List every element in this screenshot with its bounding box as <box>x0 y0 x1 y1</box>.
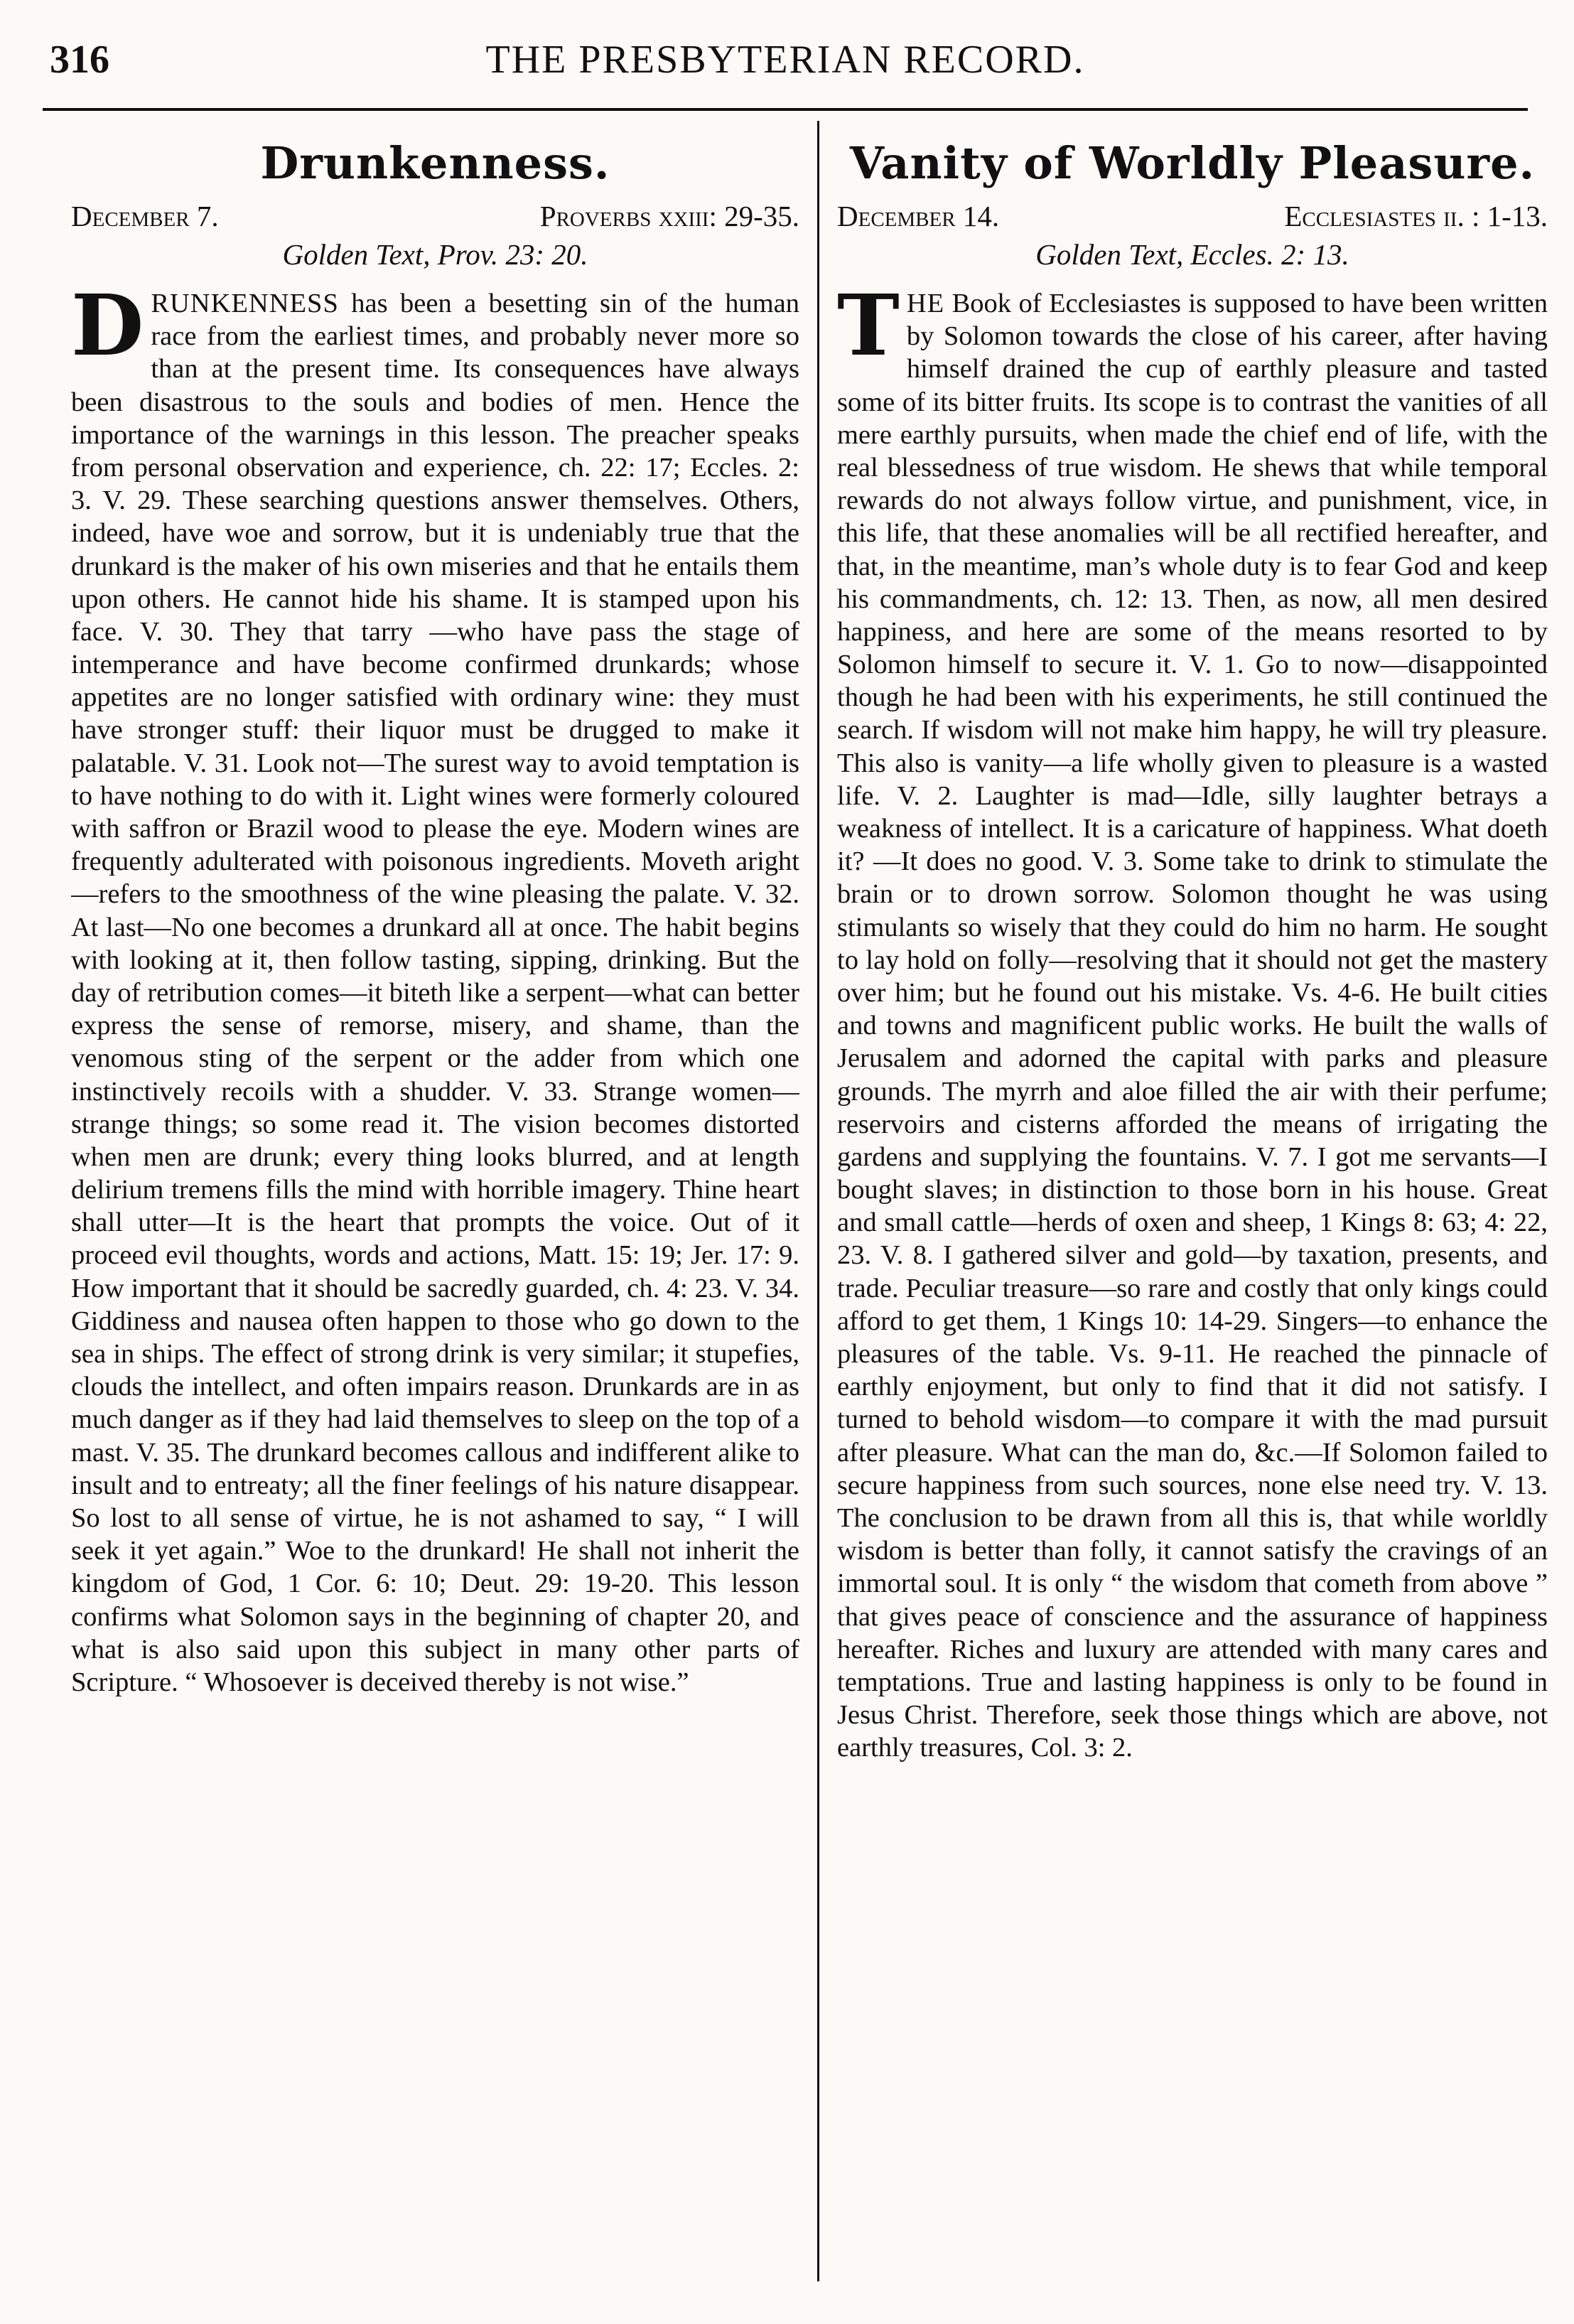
scripture-reference: Proverbs xxiii: 29-35. <box>539 200 799 232</box>
page-number: 316 <box>50 38 109 82</box>
lesson-body <box>71 276 799 1699</box>
lesson-text: Book of Ecclesiastes is supposed to have been written by Solomon towards the close of his career, after having himself drained the cup of earthly pleasure and tasted some of its bitter fruits. Its scope is to contrast the vanities of all mere earthly pursuits, when made the chief end of life, with the real blessedness of true wisdom. He shews that while temporal rewards do not always follow virtue, and punishment, vice, in this life, that these anomalies will be all rectified hereafter, and that, in the meantime, man’s whole duty is to fear God and keep his commandments, ch. 12: 13. Then, as now, all men desired happiness, and here are some of the means resorted to by Solomon himself to secure it. V. 1. Go to now—disappointed though he had been with his experiments, he still continued the search. If wisdom will not make him happy, he will try pleasure. This also is vanity—a life wholly given to pleasure is a wasted life. V. 2. Laughter is mad—Idle, silly laughter betrays a weakness of intellect. It is a caricature of happiness. What doeth it? —It does no good. V. 3. Some take to drink to stimulate the brain or to drown sorrow. Solomon thought he was using stimulants so wisely that they could do him no harm. He sought to lay hold on folly—resolving that it should not get the mastery over him; but he found out his mistake. Vs. 4-6. He built cities and towns and magnificent public works. He built the walls of Jerusalem and adorned the capital with parks and pleasure grounds. The myrrh and aloe filled the air with their perfume; reservoirs and cisterns afforded the means of irrigating the gardens and supplying the fountains. V. 7. I got me servants—I bought slaves; in distinction to those born in his house. Great and small cattle—herds of oxen and sheep, 1 Kings 8: 63; 4: 22, 23. V. 8. I gathered silver and gold—by taxation, presents, and trade. Peculiar treasure—so rare and costly that only kings could afford to get them, 1 Kings 10: 14-29. Singers—to enhance the pleasures of the table. Vs. 9-11. He reached the pinnacle of earthly enjoyment, but only to find that it did not satisfy. I turned to behold wisdom—to compare it with the mad pursuit after pleasure. What can the man do, &c.—If Solomon failed to secure happiness from such sources, none else need try. V. 13. The conclusion to be drawn from all this is, that while worldly wisdom is better than folly, it cannot satisfy the cravings of an immortal soul. It is only “ the wisdom that cometh from above ” that gives peace of conscience and the assurance of happiness hereafter. Riches and luxury are attended with many cares and temptations. True and lasting happiness is only to be found in Jesus Christ. Therefore, seek those things which are above, not earthly treasures, Col. 3: 2. <box>837 289 1548 1763</box>
running-title: THE PRESBYTERIAN RECORD. <box>485 38 1085 82</box>
lesson-title: Drunkenness. <box>260 137 610 189</box>
scripture-reference: Ecclesiastes ii. : 1-13. <box>1284 200 1548 232</box>
lesson-reference-line <box>837 199 1548 233</box>
lesson-vanity-of-worldly-pleasure <box>837 131 1548 2299</box>
golden-text: Golden Text, Eccles. 2: 13. <box>1035 238 1349 271</box>
lead-word: RUNKENNESS <box>151 289 339 318</box>
lesson-reference-line <box>71 199 799 233</box>
lesson-text: has been a besetting sin of the human race from the earliest times, and probably never more so than at the present time. Its consequences have always been disastrous to the souls and bodies of men. Hence the importance of the warnings in this lesson. The preacher speaks from personal observation and experience, ch. 22: 17; Eccles. 2: 3. V. 29. These searching questions answer themselves. Others, indeed, have woe and sorrow, but it is undeniably true that the drunkard is the maker of his own miseries and that he entails them upon others. He cannot hide his shame. It is stamped upon his face. V. 30. They that tarry —who have pass the stage of intemperance and have become confirmed drunkards; whose appetites are no longer satisfied with ordinary wine: they must have stronger stuff: their liquor must be drugged to make it palatable. V. 31. Look not—The surest way to avoid temptation is to have nothing to do with it. Light wines were formerly coloured with saffron or Brazil wood to please the eye. Modern wines are frequently adulterated with poisonous ingredients. Moveth aright—refers to the smoothness of the wine pleasing the palate. V. 32. At last—No one becomes a drunkard all at once. The habit begins with looking at it, then follow tasting, sipping, drinking. But the day of retribution comes—it biteth like a serpent—what can better express the sense of remorse, misery, and shame, than the venomous sting of the serpent or the adder from which one instinctively recoils with a shudder. V. 33. Strange women—strange things; so some read it. The vision becomes distorted when men are drunk; every thing looks blurred, and at length delirium tremens fills the mind with horrible imagery. Thine heart shall utter—It is the heart that prompts the voice. Out of it proceed evil thoughts, words and actions, Matt. 15: 19; Jer. 17: 9. How important that it should be sacredly guarded, ch. 4: 23. V. 34. Giddiness and nausea often happen to those who go down to the sea in ships. The effect of strong drink is very similar; it stupefies, clouds the intellect, and often impairs reason. Drunkards are in as much danger as if they had laid themselves to sleep on the top of a mast. V. 35. The drunkard becomes callous and indifferent alike to insult and to entreaty; all the finer feelings of his nature disappear. So lost to all sense of virtue, he is not ashamed to say, “ I will seek it yet again.” Woe to the drunkard! He shall not inherit the kingdom of God, 1 Cor. 6: 10; Deut. 29: 19-20. This lesson confirms what Solomon says in the beginning of chapter 20, and what is also said upon this subject in many other parts of Scripture. “ Whosoever is deceived thereby is not wise.” <box>71 289 799 1697</box>
drop-cap: T <box>837 276 900 375</box>
header-rule <box>43 108 1528 111</box>
drop-cap: D <box>71 276 144 375</box>
lead-word: HE <box>906 289 945 318</box>
lesson-body <box>837 276 1548 1764</box>
golden-text: Golden Text, Prov. 23: 20. <box>282 238 588 271</box>
lesson-title: Vanity of Worldly Pleasure. <box>849 137 1536 189</box>
column-divider <box>817 121 819 2281</box>
page-header <box>43 28 1528 107</box>
lesson-date: December 14. <box>837 200 1000 232</box>
lesson-date: December 7. <box>71 200 219 232</box>
lesson-drunkenness <box>71 131 799 2299</box>
